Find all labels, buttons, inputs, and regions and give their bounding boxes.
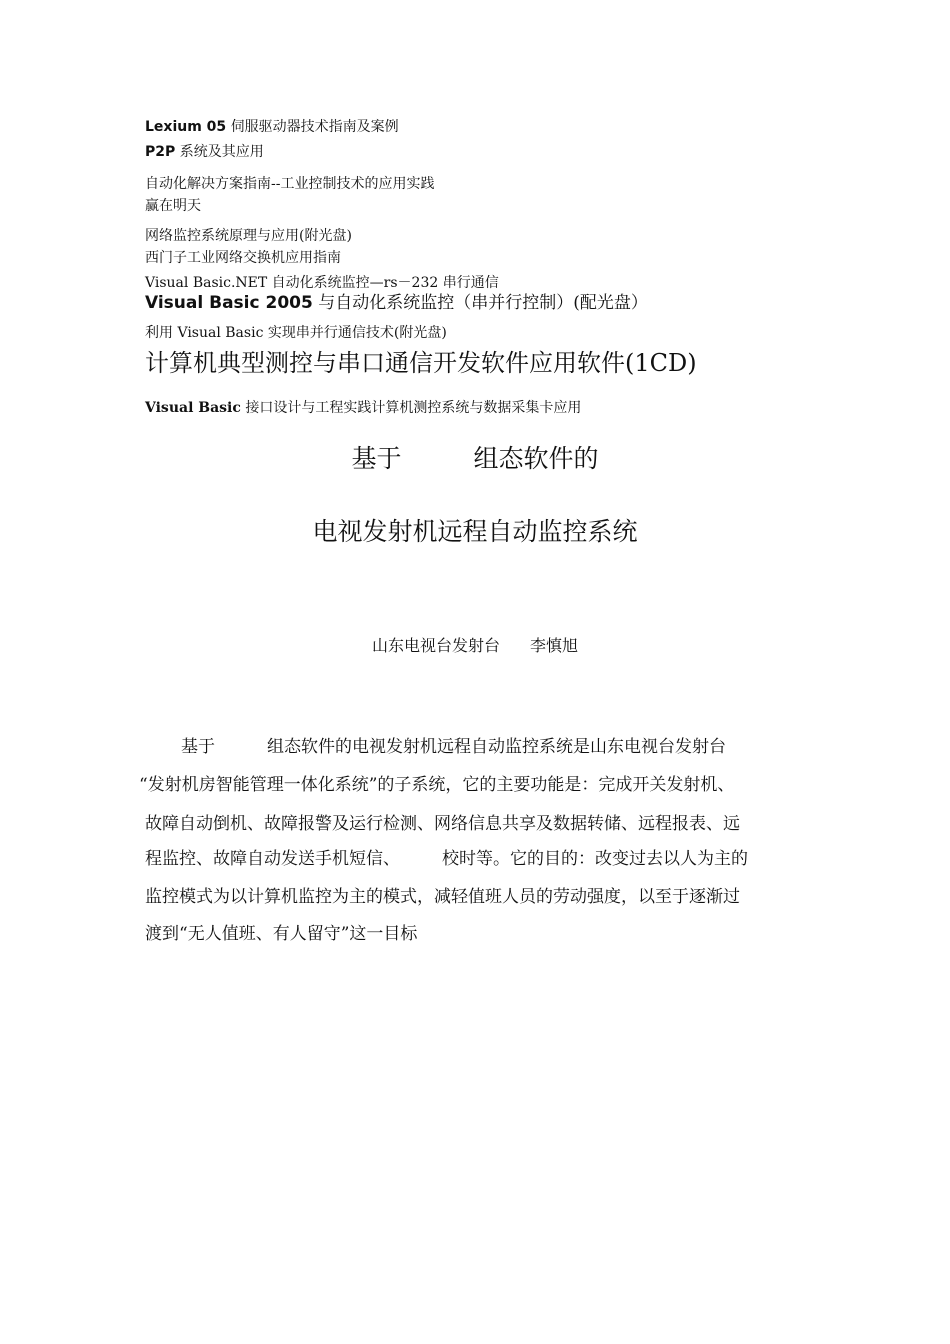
book-line-p2p: [145, 145, 264, 159]
paragraph-line: [145, 851, 748, 868]
title-line2: 电视发射机远程自动监控系统: [312, 517, 638, 546]
book-line-text: Visual Basic.NET 自动化系统监控—rs－232 串行通信: [145, 275, 499, 291]
paragraph-text: 校时等。它的目的：改变过去以人为主的: [442, 849, 748, 869]
title-part1: 基于: [351, 444, 402, 473]
paragraph-text: 渡到“无人值班、有人留守”这一目标: [145, 924, 418, 944]
paragraph-text: “发射机房智能管理一体化系统”的子系统，它的主要功能是：完成开关发射机、: [139, 775, 735, 795]
paragraph-line: [145, 816, 740, 833]
book-line-lead: Visual Basic 2005: [145, 293, 313, 313]
book-line-vbnet: [145, 276, 499, 290]
book-line-siemens: [145, 251, 341, 265]
paragraph-text: 监控模式为以计算机监控为主的模式，减轻值班人员的劳动强度，以至于逐渐过: [145, 887, 740, 907]
book-line-text: 利用 Visual Basic 实现串并行通信技术(附光盘): [145, 325, 447, 341]
book-line-lead: Lexium 05: [145, 119, 227, 135]
book-line-automation-guide: [145, 177, 434, 191]
author-name: 李慎旭: [530, 636, 579, 655]
book-line-text: 与自动化系统监控（串并行控制）(配光盘）: [312, 293, 648, 313]
book-line-network-monitor: [145, 229, 352, 243]
book-line-text: 自动化解决方案指南--工业控制技术的应用实践: [145, 176, 435, 192]
book-line-lead: P2P: [145, 144, 176, 160]
book-line-lead: Visual Basic: [145, 400, 241, 416]
book-line-text: 网络监控系统原理与应用(附光盘): [145, 228, 352, 244]
book-line-text: 赢在明天: [145, 198, 201, 214]
author-line: [0, 638, 950, 654]
paragraph-line: [181, 739, 726, 756]
book-line-text: 系统及其应用: [175, 144, 264, 160]
paragraph-line: [145, 889, 740, 906]
paragraph-line: [145, 926, 417, 943]
book-line-lexium: [145, 120, 399, 134]
book-line-vb-interface: [145, 401, 581, 415]
book-line-text: 伺服驱动器技术指南及案例: [226, 119, 399, 135]
paragraph-text: 程监控、故障自动发送手机短信、: [145, 849, 400, 869]
book-line-measure-control: [145, 351, 697, 375]
paragraph-text: 故障自动倒机、故障报警及运行检测、网络信息共享及数据转储、远程报表、远: [145, 814, 740, 834]
paragraph-text: 组态软件的电视发射机远程自动监控系统是山东电视台发射台: [267, 737, 726, 757]
page-title-line1: [0, 446, 950, 471]
book-line-text: 计算机典型测控与串口通信开发软件应用软件(1CD): [145, 349, 697, 377]
title-part2: 组态软件的: [473, 444, 599, 473]
paragraph-line: [139, 777, 734, 794]
paragraph-text: 基于: [181, 737, 215, 757]
book-line-vb2005: [145, 295, 648, 312]
page-title-line2: [0, 519, 950, 544]
book-line-text: 接口设计与工程实践计算机测控系统与数据采集卡应用: [240, 400, 582, 416]
book-line-win-tomorrow: [145, 199, 201, 213]
book-line-text: 西门子工业网络交换机应用指南: [145, 250, 341, 266]
book-line-vb-serial: [145, 326, 447, 340]
author-org: 山东电视台发射台: [371, 636, 500, 655]
